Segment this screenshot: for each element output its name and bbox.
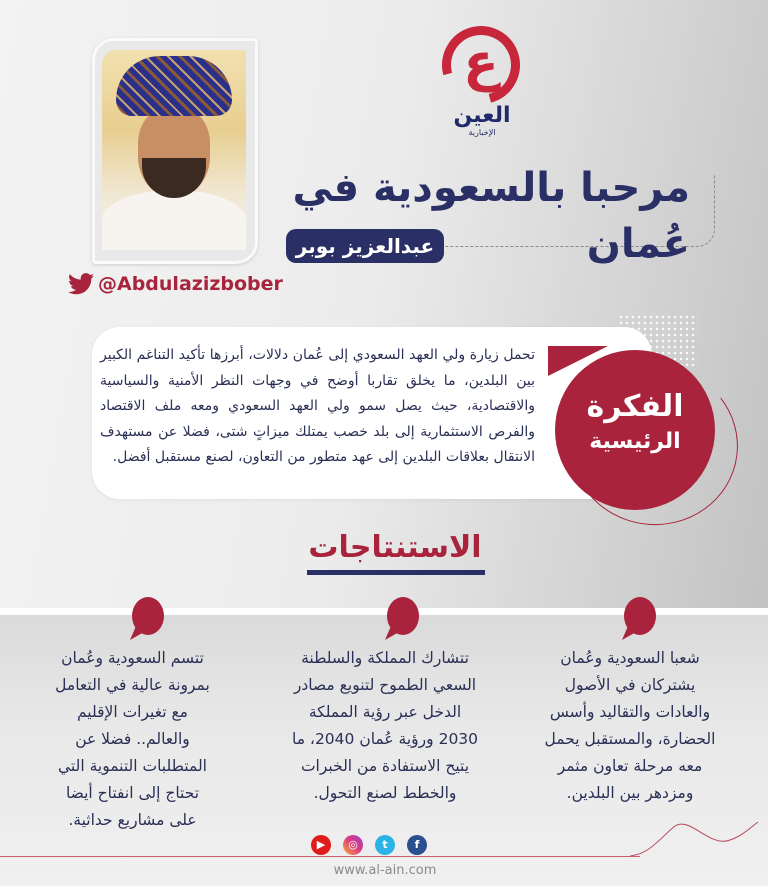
- conclusion-line: يتيح الاستفادة من الخبرات: [300, 757, 470, 775]
- logo-icon: ع: [463, 33, 499, 93]
- author-photo: [102, 50, 246, 250]
- conclusion-item-2: [280, 645, 490, 807]
- brand-subtitle: الإخبارية: [468, 128, 496, 137]
- website-url[interactable]: www.al-ain.com: [333, 863, 437, 878]
- twitter-icon[interactable]: t: [375, 835, 395, 855]
- speech-bubble-icon: [620, 596, 656, 644]
- main-idea-label: [555, 387, 715, 457]
- speech-bubble-icon: [383, 596, 419, 644]
- conclusion-line: الدخل عبر رؤية المملكة: [308, 703, 462, 721]
- page-title: مرحبا بالسعودية في عُمان: [292, 165, 690, 267]
- conclusion-line: شعبا السعودية وعُمان: [560, 649, 700, 667]
- brand-name: العين: [453, 103, 511, 128]
- conclusion-line: والعالم.. فضلا عن: [75, 730, 190, 748]
- conclusions-title: الاستنتاجات: [308, 530, 482, 565]
- conclusion-line: تتسم السعودية وعُمان: [61, 649, 204, 667]
- conclusion-line: المتطلبات التنموية التي: [58, 757, 207, 775]
- author-name-badge: عبدالعزيز بوبر: [286, 229, 444, 263]
- footer-line: [0, 856, 640, 857]
- conclusion-line: معه مرحلة تعاون مثمر: [557, 757, 703, 775]
- conclusions-underline: [307, 570, 485, 575]
- conclusion-line: مع تغيرات الإقليم: [76, 703, 188, 721]
- conclusion-line: الحضارة، والمستقبل يحمل: [544, 730, 716, 748]
- main-idea-label-line2: الرئيسية: [589, 429, 681, 454]
- conclusion-line: على مشاريع حداثية.: [68, 811, 197, 829]
- conclusion-line: السعي الطموح لتنويع مصادر: [293, 676, 477, 694]
- footer-wave: [630, 818, 760, 858]
- photo-turban: [116, 56, 232, 116]
- youtube-icon[interactable]: ▶: [311, 835, 331, 855]
- conclusion-line: 2030 ورؤية عُمان 2040، ما: [291, 730, 479, 748]
- speech-bubble-icon: [128, 596, 164, 644]
- conclusion-item-1: [540, 645, 720, 807]
- instagram-icon[interactable]: ◎: [343, 835, 363, 855]
- conclusion-line: بمرونة عالية في التعامل: [55, 676, 210, 694]
- twitter-handle-text: @Abdulazizbober: [98, 273, 283, 295]
- conclusion-line: والعادات والتقاليد وأسس: [549, 703, 711, 721]
- twitter-icon: [68, 273, 94, 295]
- main-idea-text: تحمل زيارة ولي العهد السعودي إلى عُمان دلالات، أبرزها تأكيد التناغم الكبير بين البلدين، ما يخلق تقاربا أوضح في وجهات النظر الأمنية والسياسية والاقتصادية، حيث يصل سمو ولي العهد السعودي ومعه ملف الاقتصاد والفرص الاستثمارية إلى بلد خصب يمتلك ميزاتٍ شتى، فضلا عن مستهدف الانتقال بعلاقات البلدين إلى عهد متطور من التعاون، لصنع مستقبل أفضل.: [100, 347, 535, 465]
- photo-robe: [102, 190, 246, 250]
- social-links: [311, 835, 427, 855]
- main-idea-label-line1: الفكرة: [586, 389, 684, 424]
- facebook-icon[interactable]: f: [407, 835, 427, 855]
- conclusion-line: ومزدهر بين البلدين.: [566, 784, 694, 802]
- conclusion-line: تتشارك المملكة والسلطنة: [301, 649, 469, 667]
- conclusion-line: يشتركان في الأصول: [564, 676, 696, 694]
- conclusion-line: تحتاج إلى انفتاح أيضا: [65, 784, 200, 802]
- twitter-handle[interactable]: [68, 272, 283, 296]
- conclusion-line: والخطط لصنع التحول.: [313, 784, 457, 802]
- conclusion-item-3: [40, 645, 225, 834]
